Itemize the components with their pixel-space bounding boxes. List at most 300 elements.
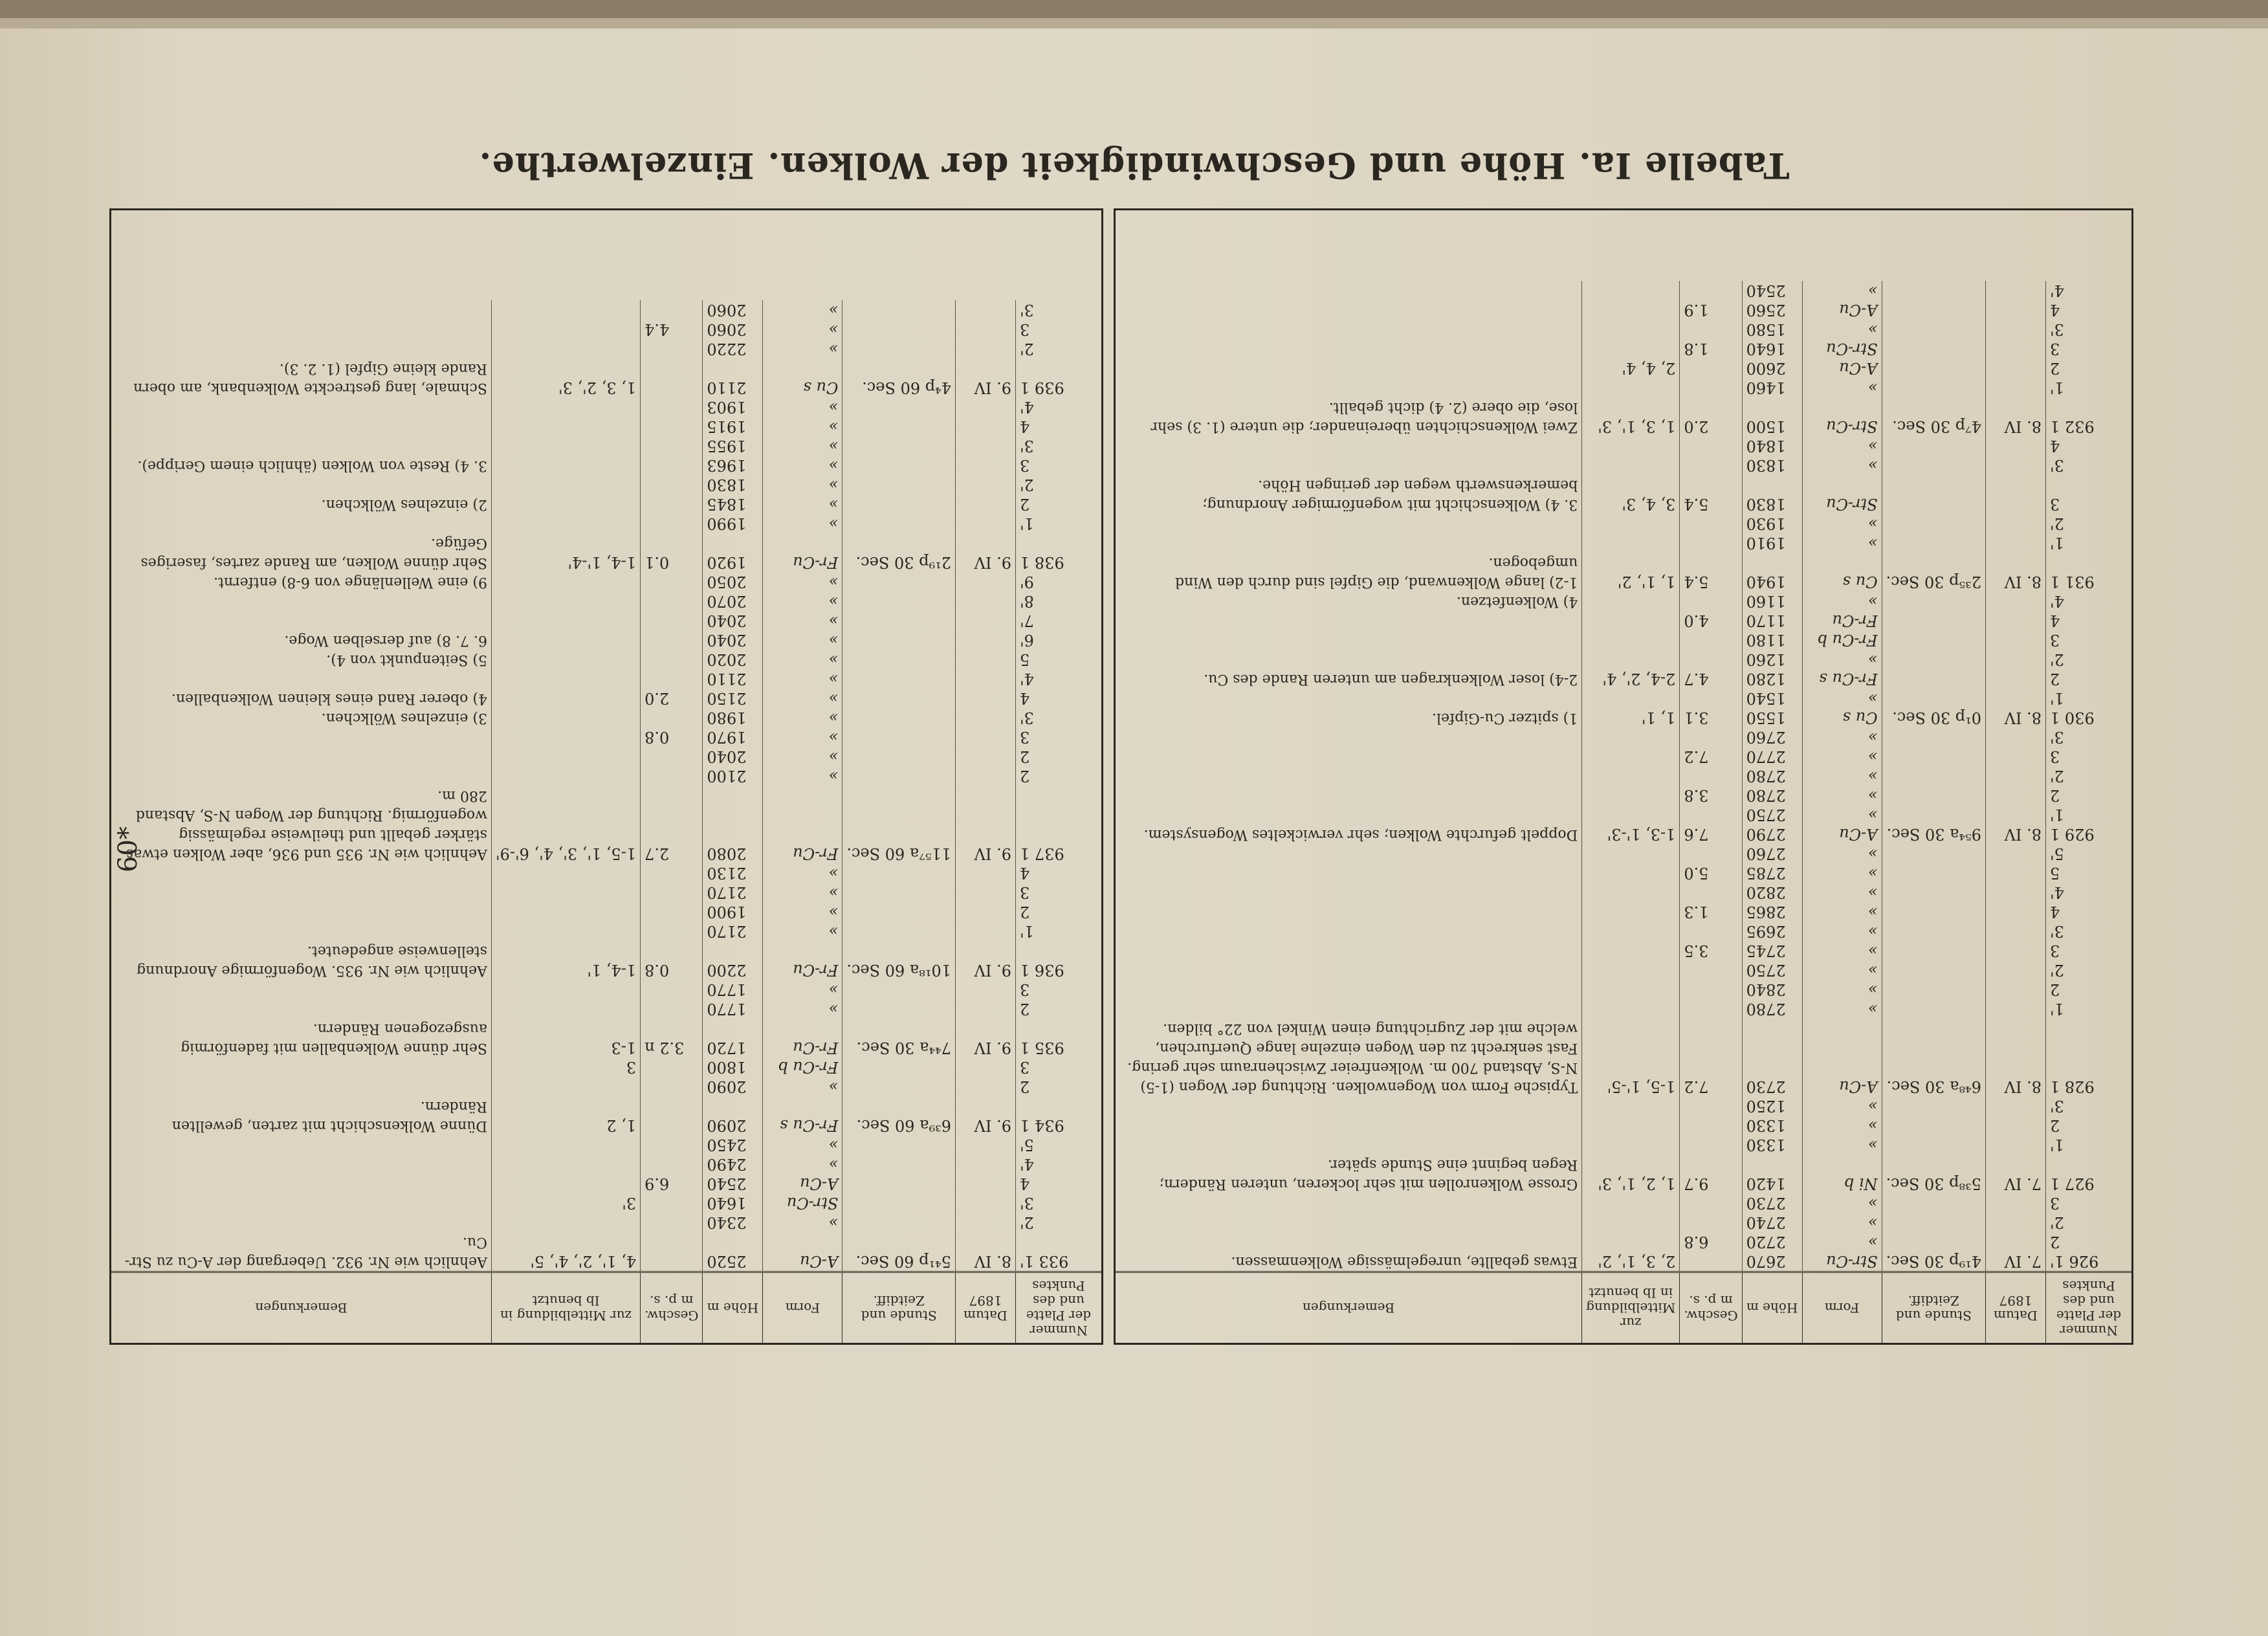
cell-stunde bbox=[842, 902, 956, 922]
cell-mittel bbox=[1582, 844, 1680, 863]
cell-mittel bbox=[492, 766, 641, 786]
cell-form: » bbox=[1802, 436, 1882, 456]
cell-geschw bbox=[1680, 922, 1742, 941]
cell-form: » bbox=[763, 980, 842, 999]
cell-form: » bbox=[763, 475, 842, 494]
cell-stunde bbox=[842, 1213, 956, 1232]
table-row bbox=[111, 533, 1101, 572]
cell-datum bbox=[956, 591, 1016, 611]
cell-hoehe: 2540 bbox=[703, 1174, 763, 1193]
cell-mittel bbox=[1582, 1096, 1680, 1116]
cell-stunde bbox=[1882, 514, 1985, 533]
cell-bemerkungen bbox=[111, 669, 492, 689]
cell-stunde bbox=[1882, 922, 1985, 941]
cell-bemerkungen: Aehnlich wie Nr. 932. Uebergang der A-Cu zu Str-Cu. bbox=[124, 1234, 487, 1270]
cell-hoehe: 1930 bbox=[1742, 514, 1802, 533]
cell-geschw bbox=[641, 1193, 703, 1213]
cell-bemerkungen bbox=[1116, 844, 1582, 863]
table-row bbox=[1116, 359, 2131, 378]
cell-datum bbox=[956, 747, 1016, 766]
cell-geschw: 7.2 bbox=[1680, 1019, 1742, 1096]
col-form: Form bbox=[1802, 1272, 1882, 1343]
table-row bbox=[111, 320, 1101, 339]
cell-mittel bbox=[1582, 727, 1680, 747]
cell-datum bbox=[1986, 339, 2046, 359]
cell-mittel bbox=[1582, 863, 1680, 883]
table-row bbox=[1116, 1213, 2131, 1232]
cell-form: » bbox=[1802, 844, 1882, 863]
cell-datum bbox=[1986, 960, 2046, 980]
table-row bbox=[1116, 727, 2131, 747]
cell-form: » bbox=[1802, 1213, 1882, 1232]
cell-geschw bbox=[641, 650, 703, 669]
cell-bemerkungen bbox=[111, 883, 492, 902]
cell-bemerkungen bbox=[111, 1057, 492, 1077]
cell-stunde bbox=[1882, 378, 1985, 397]
cell-hoehe: 1330 bbox=[1742, 1116, 1802, 1135]
cell-nummer: 4 bbox=[1016, 1174, 1102, 1193]
cell-geschw bbox=[1680, 1213, 1742, 1232]
cell-nummer: 4' bbox=[1016, 1155, 1102, 1174]
cell-datum bbox=[956, 650, 1016, 669]
table-row bbox=[111, 747, 1101, 766]
cell-mittel bbox=[492, 630, 641, 650]
cell-hoehe: 1970 bbox=[703, 727, 763, 747]
cell-datum: 9. IV bbox=[956, 1096, 1016, 1135]
cell-bemerkungen: Schmale, lang gestreckte Wolkenbank, am obern Rande kleine Gipfel (1. 2. 3). bbox=[133, 360, 487, 396]
cell-form: » bbox=[763, 1077, 842, 1096]
cell-stunde bbox=[842, 883, 956, 902]
cell-mittel bbox=[492, 980, 641, 999]
cell-form: A-Cu bbox=[763, 1232, 842, 1272]
cell-datum bbox=[956, 572, 1016, 591]
cell-stunde bbox=[842, 494, 956, 514]
cell-form: » bbox=[1802, 689, 1882, 708]
cell-stunde bbox=[842, 300, 956, 320]
cell-form: » bbox=[763, 397, 842, 417]
cell-nummer: 4 bbox=[2046, 902, 2132, 922]
cell-bemerkungen: 3) einzelnes Wölkchen. bbox=[321, 710, 487, 726]
cell-bemerkungen bbox=[1116, 339, 1582, 359]
cell-geschw bbox=[641, 922, 703, 941]
cell-geschw: 2.0 bbox=[1680, 397, 1742, 436]
cell-nummer: 3 bbox=[2046, 630, 2132, 650]
cell-datum bbox=[956, 417, 1016, 436]
cell-mittel bbox=[1582, 805, 1680, 824]
cell-geschw: 1.8 bbox=[1680, 339, 1742, 359]
cell-geschw bbox=[641, 591, 703, 611]
cell-hoehe: 1955 bbox=[703, 436, 763, 456]
table-row bbox=[1116, 553, 2131, 591]
cell-form: » bbox=[763, 300, 842, 320]
cell-datum bbox=[1986, 922, 2046, 941]
cell-bemerkungen bbox=[111, 611, 492, 630]
table-row bbox=[1116, 766, 2131, 786]
cell-mittel bbox=[1582, 300, 1680, 320]
cell-geschw bbox=[641, 1232, 703, 1272]
cell-bemerkungen bbox=[111, 591, 492, 611]
cell-nummer: 2 bbox=[2046, 669, 2132, 689]
cell-hoehe: 1963 bbox=[703, 456, 763, 475]
cell-form: » bbox=[763, 922, 842, 941]
cell-hoehe: 2080 bbox=[703, 786, 763, 863]
cell-form: » bbox=[763, 863, 842, 883]
table-row bbox=[111, 1135, 1101, 1155]
cell-datum bbox=[956, 766, 1016, 786]
cell-bemerkungen bbox=[1116, 727, 1582, 747]
cell-bemerkungen: Doppelt gefurchte Wolken; sehr verwickeltes Wogensystem. bbox=[1143, 826, 1578, 843]
cell-datum bbox=[956, 669, 1016, 689]
cell-bemerkungen bbox=[111, 475, 492, 494]
cell-stunde bbox=[842, 1077, 956, 1096]
cell-hoehe: 2110 bbox=[703, 669, 763, 689]
cell-geschw bbox=[641, 300, 703, 320]
cell-mittel bbox=[1582, 456, 1680, 475]
cell-datum bbox=[956, 1174, 1016, 1193]
cell-datum bbox=[1986, 359, 2046, 378]
table-row bbox=[1116, 805, 2131, 824]
cell-geschw bbox=[641, 514, 703, 533]
cell-hoehe: 2490 bbox=[703, 1155, 763, 1174]
table-row bbox=[1116, 281, 2131, 300]
cell-mittel bbox=[492, 1135, 641, 1155]
cell-datum bbox=[1986, 786, 2046, 805]
cell-geschw bbox=[1680, 805, 1742, 824]
col-hoehe: Höhe m bbox=[703, 1272, 763, 1343]
cell-bemerkungen bbox=[1116, 300, 1582, 320]
cell-mittel bbox=[1582, 1213, 1680, 1232]
col-bemerkungen: Bemerkungen bbox=[111, 1272, 492, 1343]
cell-hoehe: 1940 bbox=[1742, 553, 1802, 591]
cell-nummer: 939 1 bbox=[1016, 359, 1102, 397]
cell-nummer: 2 bbox=[1016, 902, 1102, 922]
cell-hoehe: 1770 bbox=[703, 999, 763, 1019]
cell-nummer: 937 1 bbox=[1016, 786, 1102, 863]
cell-mittel: 3' bbox=[492, 1193, 641, 1213]
table-row bbox=[1116, 902, 2131, 922]
cell-nummer: 3 bbox=[2046, 475, 2132, 514]
cell-hoehe: 2750 bbox=[1742, 805, 1802, 824]
right-data-table bbox=[109, 208, 1103, 1345]
cell-hoehe: 2740 bbox=[1742, 1213, 1802, 1232]
cell-bemerkungen bbox=[1116, 1193, 1582, 1213]
cell-geschw bbox=[641, 339, 703, 359]
cell-datum bbox=[956, 630, 1016, 650]
cell-mittel: 2-4, 2', 4' bbox=[1582, 669, 1680, 689]
cell-stunde bbox=[842, 572, 956, 591]
cell-hoehe: 1910 bbox=[1742, 533, 1802, 553]
table-row bbox=[1116, 397, 2131, 436]
cell-mittel bbox=[1582, 611, 1680, 630]
cell-datum bbox=[956, 320, 1016, 339]
cell-mittel bbox=[1582, 786, 1680, 805]
cell-stunde: 11⁵⁷a 60 Sec. bbox=[842, 786, 956, 863]
cell-mittel: 1-3 bbox=[492, 1019, 641, 1057]
cell-stunde bbox=[1882, 533, 1985, 553]
cell-form: » bbox=[763, 708, 842, 727]
cell-hoehe: 2730 bbox=[1742, 1193, 1802, 1213]
cell-mittel bbox=[1582, 339, 1680, 359]
cell-hoehe: 2220 bbox=[703, 339, 763, 359]
cell-nummer: 1' bbox=[2046, 1135, 2132, 1155]
table-row bbox=[111, 514, 1101, 533]
cell-datum bbox=[956, 902, 1016, 922]
cell-mittel bbox=[1582, 533, 1680, 553]
cell-hoehe: 2110 bbox=[703, 359, 763, 397]
cell-bemerkungen bbox=[1116, 650, 1582, 669]
cell-nummer: 4' bbox=[2046, 281, 2132, 300]
cell-geschw bbox=[641, 1077, 703, 1096]
cell-mittel bbox=[492, 339, 641, 359]
cell-nummer: 929 1 bbox=[2046, 824, 2132, 844]
cell-stunde bbox=[1882, 1213, 1985, 1232]
cell-nummer: 4' bbox=[2046, 883, 2132, 902]
cell-geschw bbox=[1680, 1096, 1742, 1116]
cell-stunde: 2¹⁹p 30 Sec. bbox=[842, 533, 956, 572]
cell-stunde bbox=[1882, 359, 1985, 378]
cell-nummer: 3 bbox=[1016, 456, 1102, 475]
cell-mittel: 1, 2 bbox=[492, 1096, 641, 1135]
cell-stunde bbox=[1882, 999, 1985, 1019]
cell-mittel: 1-4, 1' bbox=[492, 941, 641, 980]
cell-form: » bbox=[763, 630, 842, 650]
table-row bbox=[1116, 941, 2131, 960]
cell-form: » bbox=[1802, 1232, 1882, 1252]
cell-hoehe: 1903 bbox=[703, 397, 763, 417]
cell-geschw bbox=[641, 475, 703, 494]
cell-bemerkungen bbox=[111, 1135, 492, 1155]
cell-nummer: 3' bbox=[2046, 320, 2132, 339]
cell-bemerkungen: 5) Seitenpunkt von 4). bbox=[326, 652, 487, 668]
cell-form: Fr-Cu bbox=[1802, 611, 1882, 630]
cell-bemerkungen: 3. 4) Wolkenschicht mit wogenförmiger Anordnung; bemerkenswerth wegen der geringen Höhe. bbox=[1202, 477, 1578, 513]
cell-mittel bbox=[1582, 999, 1680, 1019]
cell-geschw bbox=[1680, 999, 1742, 1019]
cell-nummer: 9' bbox=[1016, 572, 1102, 591]
cell-stunde bbox=[842, 630, 956, 650]
cell-form: » bbox=[1802, 980, 1882, 999]
cell-form: A-Cu bbox=[1802, 300, 1882, 320]
cell-datum: 7. IV bbox=[1986, 1252, 2046, 1272]
cell-nummer: 2 bbox=[2046, 786, 2132, 805]
cell-datum: 9. IV bbox=[956, 786, 1016, 863]
cell-hoehe: 2790 bbox=[1742, 824, 1802, 844]
cell-bemerkungen bbox=[1116, 883, 1582, 902]
cell-nummer: 3' bbox=[1016, 300, 1102, 320]
cell-nummer: 3' bbox=[2046, 456, 2132, 475]
cell-stunde bbox=[1882, 456, 1985, 475]
cell-hoehe: 2050 bbox=[703, 572, 763, 591]
table-row bbox=[1116, 747, 2131, 766]
cell-mittel: 3 bbox=[492, 1057, 641, 1077]
cell-nummer: 4 bbox=[2046, 611, 2132, 630]
cell-bemerkungen bbox=[111, 922, 492, 941]
cell-mittel bbox=[492, 1077, 641, 1096]
cell-stunde bbox=[1882, 863, 1985, 883]
cell-form: » bbox=[1802, 1096, 1882, 1116]
cell-mittel bbox=[1582, 902, 1680, 922]
cell-form: » bbox=[1802, 281, 1882, 300]
table-row bbox=[111, 766, 1101, 786]
cell-hoehe: 2760 bbox=[1742, 844, 1802, 863]
cell-geschw bbox=[1680, 281, 1742, 300]
cell-geschw bbox=[641, 611, 703, 630]
cell-geschw bbox=[1680, 766, 1742, 786]
cell-bemerkungen bbox=[1116, 1116, 1582, 1135]
cell-nummer: 2' bbox=[1016, 1213, 1102, 1232]
table-row bbox=[1116, 1193, 2131, 1213]
cell-bemerkungen: 4) oberer Rand eines kleinen Wolkenballen. bbox=[171, 691, 487, 707]
table-row bbox=[111, 1174, 1101, 1193]
cell-form: Fr-Cu b bbox=[1802, 630, 1882, 650]
cell-hoehe: 2520 bbox=[703, 1232, 763, 1272]
cell-hoehe: 1280 bbox=[1742, 669, 1802, 689]
table-row bbox=[1116, 1019, 2131, 1096]
cell-form: » bbox=[1802, 727, 1882, 747]
cell-hoehe: 1550 bbox=[1742, 708, 1802, 727]
cell-mittel bbox=[492, 863, 641, 883]
cell-bemerkungen bbox=[1116, 320, 1582, 339]
cell-geschw bbox=[1680, 514, 1742, 533]
cell-nummer: 4 bbox=[2046, 300, 2132, 320]
table-row bbox=[1116, 339, 2131, 359]
cell-nummer: 2 bbox=[2046, 980, 2132, 999]
cell-form: » bbox=[763, 689, 842, 708]
cell-mittel bbox=[1582, 747, 1680, 766]
cell-form: » bbox=[1802, 1193, 1882, 1213]
cell-datum: 8. IV bbox=[956, 1232, 1016, 1272]
cell-geschw bbox=[641, 572, 703, 591]
cell-mittel bbox=[492, 883, 641, 902]
cell-geschw bbox=[641, 766, 703, 786]
table-row bbox=[1116, 1116, 2131, 1135]
cell-nummer: 926 1' bbox=[2046, 1252, 2132, 1272]
cell-form: » bbox=[763, 436, 842, 456]
cell-hoehe: 2780 bbox=[1742, 999, 1802, 1019]
cell-datum bbox=[956, 436, 1016, 456]
table-row bbox=[1116, 922, 2131, 941]
cell-stunde bbox=[1882, 689, 1985, 708]
cell-bemerkungen bbox=[111, 339, 492, 359]
col-bemerkungen: Bemerkungen bbox=[1116, 1272, 1582, 1343]
cell-nummer: 4' bbox=[1016, 397, 1102, 417]
cell-form: » bbox=[1802, 747, 1882, 766]
cell-bemerkungen bbox=[111, 1174, 492, 1193]
cell-hoehe: 2785 bbox=[1742, 863, 1802, 883]
cell-stunde bbox=[842, 339, 956, 359]
table-row bbox=[111, 650, 1101, 669]
cell-stunde bbox=[842, 1155, 956, 1174]
cell-form: » bbox=[1802, 805, 1882, 824]
cell-stunde bbox=[1882, 747, 1985, 766]
cell-hoehe: 1800 bbox=[703, 1057, 763, 1077]
cell-nummer: 3 bbox=[1016, 883, 1102, 902]
cell-stunde: 7⁴⁴a 30 Sec. bbox=[842, 1019, 956, 1057]
cell-form: » bbox=[1802, 883, 1882, 902]
cell-stunde bbox=[1882, 1193, 1985, 1213]
cell-form: Fr-Cu bbox=[763, 786, 842, 863]
cell-geschw bbox=[1680, 883, 1742, 902]
cell-hoehe: 1540 bbox=[1742, 689, 1802, 708]
cell-datum bbox=[1986, 650, 2046, 669]
cell-geschw: 9.7 bbox=[1680, 1155, 1742, 1193]
cell-geschw bbox=[1680, 320, 1742, 339]
table-row bbox=[1116, 1155, 2131, 1193]
cell-bemerkungen: 2) einzelnes Wölkchen. bbox=[321, 496, 487, 513]
table-row bbox=[111, 436, 1101, 456]
cell-mittel: 1, 2, 1', 3' bbox=[1582, 1155, 1680, 1193]
cell-stunde bbox=[1882, 727, 1985, 747]
cell-datum bbox=[1986, 727, 2046, 747]
cell-bemerkungen bbox=[1116, 1213, 1582, 1232]
cell-hoehe: 2340 bbox=[703, 1213, 763, 1232]
cell-datum bbox=[956, 514, 1016, 533]
cell-form: A-Cu bbox=[1802, 359, 1882, 378]
cell-geschw: 1.3 bbox=[1680, 902, 1742, 922]
cell-form: Cu s bbox=[763, 359, 842, 397]
cell-mittel bbox=[1582, 883, 1680, 902]
cell-datum bbox=[1986, 980, 2046, 999]
cell-form: » bbox=[763, 1155, 842, 1174]
cell-geschw: 5.4 bbox=[1680, 553, 1742, 591]
table-row bbox=[111, 611, 1101, 630]
cell-hoehe: 2560 bbox=[1742, 300, 1802, 320]
cell-datum bbox=[1986, 1096, 2046, 1116]
cell-stunde bbox=[1882, 281, 1985, 300]
cell-datum bbox=[1986, 844, 2046, 863]
cell-bemerkungen bbox=[1116, 980, 1582, 999]
cell-nummer: 4 bbox=[1016, 689, 1102, 708]
table-row bbox=[111, 572, 1101, 591]
cell-hoehe: 2695 bbox=[1742, 922, 1802, 941]
cell-bemerkungen bbox=[111, 397, 492, 417]
table-row bbox=[111, 980, 1101, 999]
cell-nummer: 4 bbox=[1016, 417, 1102, 436]
left-data-table bbox=[1114, 208, 2133, 1345]
cell-bemerkungen bbox=[111, 863, 492, 883]
cell-mittel bbox=[492, 747, 641, 766]
cell-stunde bbox=[1882, 300, 1985, 320]
cell-mittel: 4, 1', 2', 4', 5' bbox=[492, 1232, 641, 1272]
cell-stunde: 5³⁸p 30 Sec. bbox=[1882, 1155, 1985, 1193]
cell-geschw: 3.1 bbox=[1680, 708, 1742, 727]
cell-mittel bbox=[1582, 980, 1680, 999]
cell-hoehe: 1845 bbox=[703, 494, 763, 514]
cell-datum bbox=[956, 922, 1016, 941]
cell-hoehe: 1830 bbox=[1742, 475, 1802, 514]
cell-datum bbox=[1986, 281, 2046, 300]
cell-bemerkungen bbox=[1116, 786, 1582, 805]
cell-geschw: 0.8 bbox=[641, 941, 703, 980]
cell-geschw bbox=[641, 980, 703, 999]
cell-mittel bbox=[1582, 689, 1680, 708]
cell-form: » bbox=[1802, 922, 1882, 941]
col-datum: Datum 1897 bbox=[1986, 1272, 2046, 1343]
table-row bbox=[1116, 708, 2131, 727]
cell-datum bbox=[1986, 514, 2046, 533]
cell-form: » bbox=[1802, 1135, 1882, 1155]
cell-geschw bbox=[641, 630, 703, 650]
cell-form: » bbox=[763, 591, 842, 611]
cell-mittel bbox=[492, 650, 641, 669]
cell-datum: 9. IV bbox=[956, 1019, 1016, 1057]
table-row bbox=[111, 630, 1101, 650]
cell-nummer: 5' bbox=[2046, 844, 2132, 863]
cell-stunde bbox=[842, 1193, 956, 1213]
cell-datum bbox=[956, 883, 1016, 902]
cell-stunde bbox=[842, 650, 956, 669]
table-row bbox=[1116, 320, 2131, 339]
